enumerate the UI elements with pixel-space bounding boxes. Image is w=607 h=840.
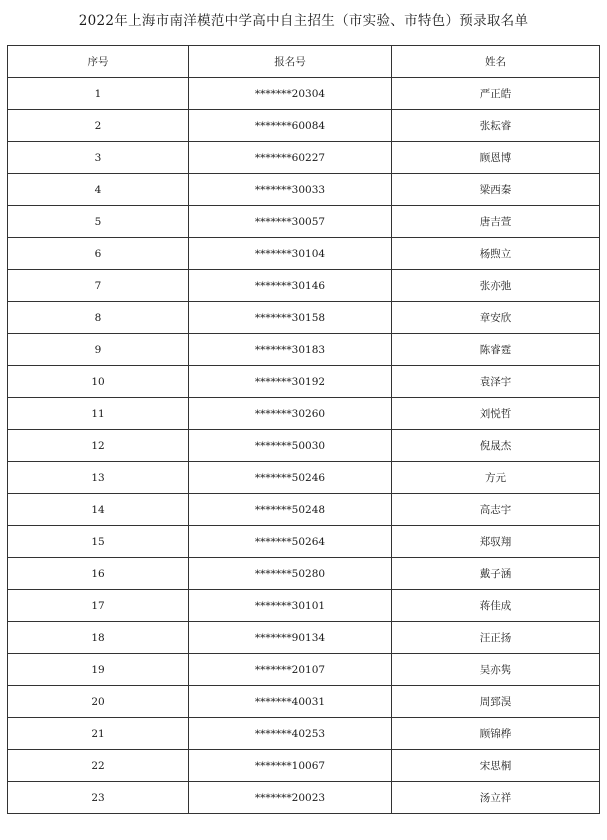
cell-serial-number: 12 bbox=[8, 430, 189, 462]
header-name: 姓名 bbox=[392, 46, 600, 78]
cell-registration-number: *******30260 bbox=[189, 398, 392, 430]
cell-registration-number: *******50280 bbox=[189, 558, 392, 590]
cell-registration-number: *******20304 bbox=[189, 78, 392, 110]
cell-serial-number: 23 bbox=[8, 782, 189, 814]
cell-name: 高志宇 bbox=[392, 494, 600, 526]
cell-registration-number: *******60227 bbox=[189, 142, 392, 174]
document-title: 2022年上海市南洋模范中学高中自主招生（市实验、市特色）预录取名单 bbox=[78, 13, 529, 29]
cell-serial-number: 4 bbox=[8, 174, 189, 206]
cell-name: 张亦弛 bbox=[392, 270, 600, 302]
table-row bbox=[8, 174, 600, 206]
cell-serial-number: 11 bbox=[8, 398, 189, 430]
cell-registration-number: *******30057 bbox=[189, 206, 392, 238]
table-row bbox=[8, 78, 600, 110]
cell-serial-number: 8 bbox=[8, 302, 189, 334]
table-row bbox=[8, 782, 600, 814]
cell-registration-number: *******30146 bbox=[189, 270, 392, 302]
cell-name: 吴亦隽 bbox=[392, 654, 600, 686]
cell-registration-number: *******50030 bbox=[189, 430, 392, 462]
cell-registration-number: *******90134 bbox=[189, 622, 392, 654]
cell-registration-number: *******50248 bbox=[189, 494, 392, 526]
cell-serial-number: 17 bbox=[8, 590, 189, 622]
table-row bbox=[8, 334, 600, 366]
cell-serial-number: 20 bbox=[8, 686, 189, 718]
cell-serial-number: 1 bbox=[8, 78, 189, 110]
table-row bbox=[8, 238, 600, 270]
table-row bbox=[8, 526, 600, 558]
cell-name: 戴子涵 bbox=[392, 558, 600, 590]
table-row bbox=[8, 270, 600, 302]
cell-registration-number: *******40031 bbox=[189, 686, 392, 718]
table-body bbox=[8, 78, 600, 814]
table-row bbox=[8, 654, 600, 686]
cell-name: 章安欣 bbox=[392, 302, 600, 334]
table-row bbox=[8, 430, 600, 462]
table-row bbox=[8, 302, 600, 334]
cell-serial-number: 16 bbox=[8, 558, 189, 590]
cell-registration-number: *******40253 bbox=[189, 718, 392, 750]
table-row bbox=[8, 206, 600, 238]
table-row bbox=[8, 110, 600, 142]
header-serial-number: 序号 bbox=[8, 46, 189, 78]
table-header-row bbox=[8, 46, 600, 78]
cell-name: 宋思桐 bbox=[392, 750, 600, 782]
cell-name: 汤立祥 bbox=[392, 782, 600, 814]
table-row bbox=[8, 398, 600, 430]
cell-name: 周郅淏 bbox=[392, 686, 600, 718]
cell-registration-number: *******50264 bbox=[189, 526, 392, 558]
cell-registration-number: *******20107 bbox=[189, 654, 392, 686]
cell-serial-number: 6 bbox=[8, 238, 189, 270]
cell-name: 严正皓 bbox=[392, 78, 600, 110]
cell-registration-number: *******30033 bbox=[189, 174, 392, 206]
cell-name: 梁西秦 bbox=[392, 174, 600, 206]
cell-serial-number: 18 bbox=[8, 622, 189, 654]
cell-name: 顾恩博 bbox=[392, 142, 600, 174]
table-row bbox=[8, 750, 600, 782]
cell-serial-number: 9 bbox=[8, 334, 189, 366]
table-row bbox=[8, 622, 600, 654]
cell-name: 杨煦立 bbox=[392, 238, 600, 270]
cell-name: 方元 bbox=[392, 462, 600, 494]
cell-name: 刘悦哲 bbox=[392, 398, 600, 430]
admission-list-table bbox=[7, 45, 600, 814]
table-row bbox=[8, 686, 600, 718]
cell-name: 顾锦桦 bbox=[392, 718, 600, 750]
cell-name: 郑驭翔 bbox=[392, 526, 600, 558]
cell-serial-number: 5 bbox=[8, 206, 189, 238]
table-row bbox=[8, 494, 600, 526]
cell-serial-number: 2 bbox=[8, 110, 189, 142]
cell-registration-number: *******30183 bbox=[189, 334, 392, 366]
cell-registration-number: *******30104 bbox=[189, 238, 392, 270]
cell-serial-number: 7 bbox=[8, 270, 189, 302]
cell-name: 袁泽宇 bbox=[392, 366, 600, 398]
cell-registration-number: *******30101 bbox=[189, 590, 392, 622]
table-row bbox=[8, 366, 600, 398]
table-row bbox=[8, 142, 600, 174]
cell-name: 张耘睿 bbox=[392, 110, 600, 142]
cell-serial-number: 13 bbox=[8, 462, 189, 494]
header-registration-number: 报名号 bbox=[189, 46, 392, 78]
cell-serial-number: 21 bbox=[8, 718, 189, 750]
cell-serial-number: 22 bbox=[8, 750, 189, 782]
table-row bbox=[8, 462, 600, 494]
cell-name: 陈睿霆 bbox=[392, 334, 600, 366]
cell-name: 汪正扬 bbox=[392, 622, 600, 654]
table-row bbox=[8, 558, 600, 590]
table-row bbox=[8, 718, 600, 750]
cell-serial-number: 15 bbox=[8, 526, 189, 558]
table-row bbox=[8, 590, 600, 622]
cell-registration-number: *******20023 bbox=[189, 782, 392, 814]
cell-registration-number: *******60084 bbox=[189, 110, 392, 142]
cell-name: 倪晟杰 bbox=[392, 430, 600, 462]
cell-registration-number: *******30192 bbox=[189, 366, 392, 398]
cell-registration-number: *******50246 bbox=[189, 462, 392, 494]
cell-serial-number: 19 bbox=[8, 654, 189, 686]
cell-serial-number: 10 bbox=[8, 366, 189, 398]
cell-serial-number: 3 bbox=[8, 142, 189, 174]
cell-registration-number: *******30158 bbox=[189, 302, 392, 334]
cell-serial-number: 14 bbox=[8, 494, 189, 526]
cell-name: 蒋佳成 bbox=[392, 590, 600, 622]
cell-name: 唐吉萱 bbox=[392, 206, 600, 238]
cell-registration-number: *******10067 bbox=[189, 750, 392, 782]
